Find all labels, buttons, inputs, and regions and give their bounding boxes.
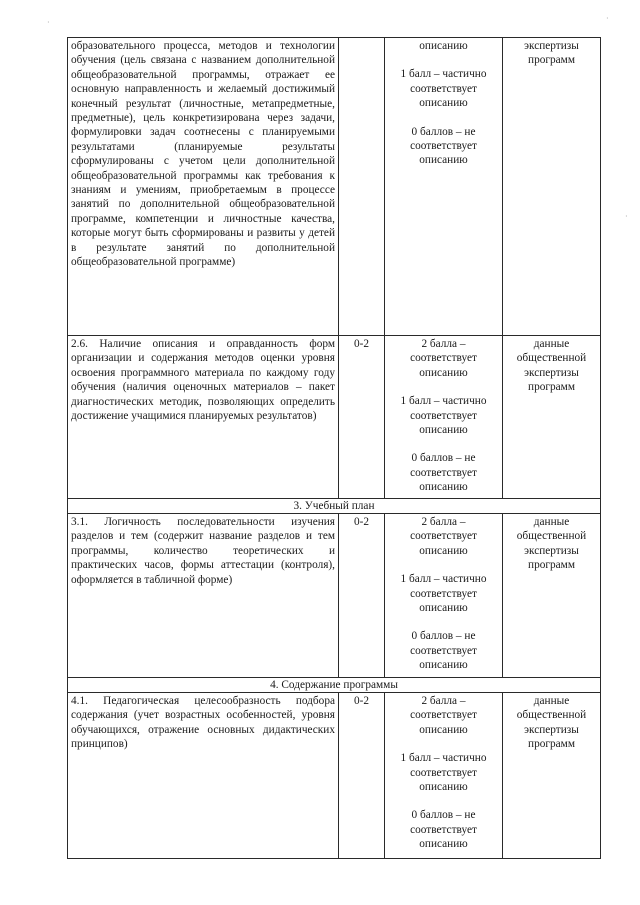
scoring-cell [385,38,503,336]
scan-speck-top-right: · [606,14,609,23]
score-description: описанию [419,40,468,52]
score-description: 0 баллов – не соответствует описанию [410,452,477,494]
score-description: 1 балл – частично соответствует описанию [400,573,487,615]
source-cell [503,514,601,678]
score-range: 0-2 [353,695,370,707]
score-range: 0-2 [353,516,370,528]
criterion-text: образовательного процесса, методов и технологии обучения (цель связана с названием дополнительной общеобразовательной программы, отражает ее основную направленность и желаемый достижимый конечный результат (личностные, метапредметные, предметные), цель конкретизирована через задачи, формулировки задач соотнесены с планируемыми результатами (планируемые результаты сформулированы с учетом цели дополнительной общеобразовательной программы как требования к знаниям и умениям, приобретаемым в процессе занятий по дополнительной общеобразовательной программе, компетенции и личностные качества, которые могут быть сформированы и развиты у детей в результате занятий по дополнительной общеобразовательной программе) [71,40,335,269]
criterion-cell [68,514,339,678]
table-row [68,693,601,859]
criterion-text: 4.1. Педагогическая целесообразность подбора содержания (учет возрастных особенностей, уровня обучающихся, отражение основных дидактических принципов) [71,695,335,751]
evaluation-source: экспертизы программ [524,40,579,67]
range-cell [339,693,385,859]
score-description: 0 баллов – не соответствует описанию [410,809,477,851]
score-range: 0-2 [353,338,370,350]
scoring-cell [385,336,503,499]
section-title: 3. Учебный план [68,499,601,514]
score-description: 2 балла – соответствует описанию [410,516,477,557]
range-cell [339,514,385,678]
table-row [68,514,601,678]
evaluation-source: данные общественной экспертизы программ [516,695,587,751]
criterion-cell [68,336,339,499]
table-row [68,336,601,499]
section-header-row [68,499,601,514]
scoring-cell [385,693,503,859]
score-description: 2 балла – соответствует описанию [410,338,477,379]
evaluation-source: данные общественной экспертизы программ [516,516,587,572]
score-description: 2 балла – соответствует описанию [410,695,477,736]
table-row [68,38,601,336]
criterion-cell [68,693,339,859]
criterion-text: 3.1. Логичность последовательности изучения разделов и тем (содержит название разделов и тем программы, количество теоретических и практических часов, формы аттестации (контроля), оформляется в табличной форме) [71,516,335,586]
source-cell [503,693,601,859]
evaluation-criteria-table [67,37,601,859]
section-title: 4. Содержание программы [68,678,601,693]
evaluation-source: данные общественной экспертизы программ [516,338,587,394]
range-cell [339,38,385,336]
scan-speck-top-left: · [47,18,50,27]
criterion-cell [68,38,339,336]
scoring-cell [385,514,503,678]
score-description: 1 балл – частично соответствует описанию [400,752,487,794]
scan-speck-right: · [625,212,628,221]
section-header-row [68,678,601,693]
range-cell [339,336,385,499]
source-cell [503,38,601,336]
score-description: 1 балл – частично соответствует описанию [400,395,487,437]
source-cell [503,336,601,499]
score-description: 0 баллов – не соответствует описанию [410,125,477,167]
score-description: 0 баллов – не соответствует описанию [410,630,477,672]
score-description: 1 балл – частично соответствует описанию [400,68,487,110]
criterion-text: 2.6. Наличие описания и оправданность форм организации и содержания методов оценки уровня освоения программного материала по каждому году обучения (наличия оценочных материалов – пакет диагностических методик, позволяющих определить достижение учащимися планируемых результатов) [71,338,335,423]
